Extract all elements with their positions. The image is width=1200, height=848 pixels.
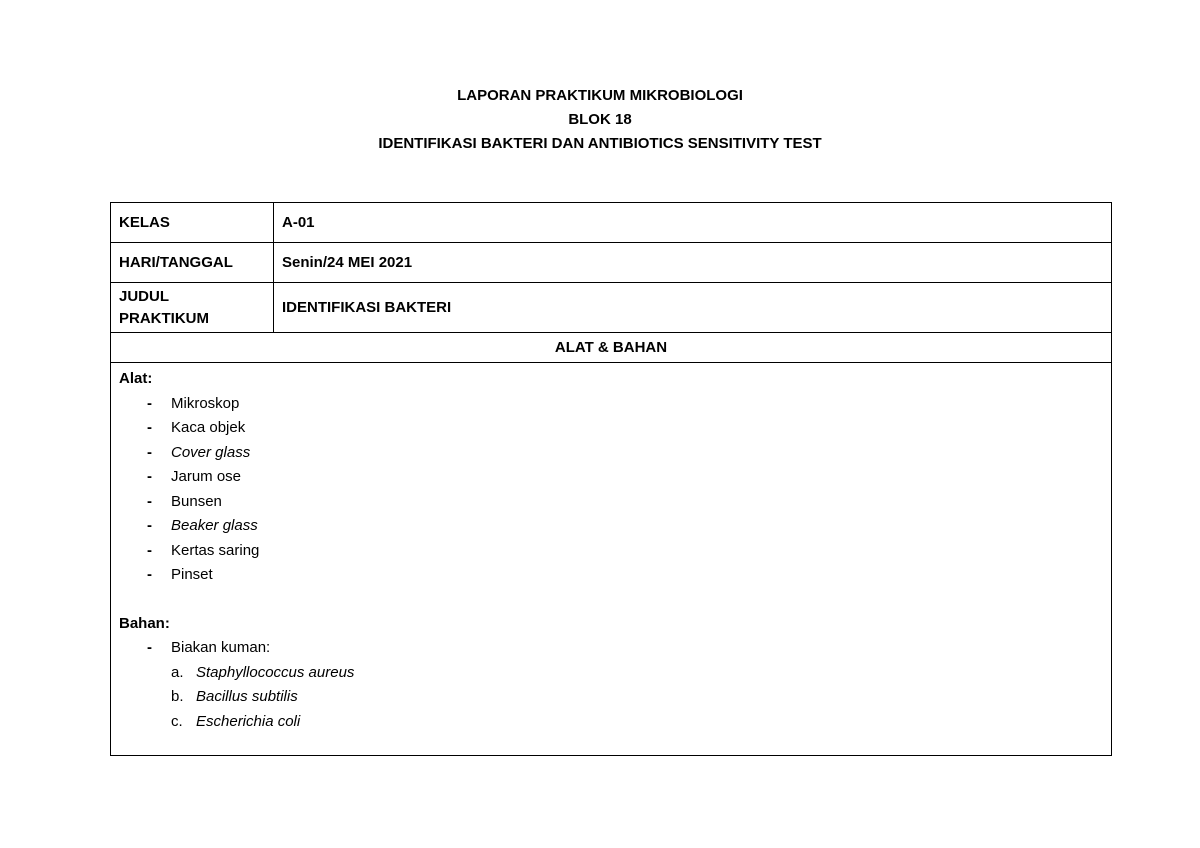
bacteria-list — [119, 661, 1103, 735]
judul-label-line2: PRAKTIKUM — [119, 309, 209, 327]
bahan-item: Biakan kuman: — [171, 639, 271, 656]
dash-bullet: - — [147, 566, 152, 583]
alat-heading: Alat: — [119, 370, 153, 387]
dash-bullet: - — [147, 419, 152, 436]
list-item — [119, 710, 1103, 735]
list-item — [119, 685, 1103, 710]
dash-bullet: - — [147, 639, 152, 656]
list-item — [119, 539, 1103, 564]
list-marker: b. — [171, 688, 184, 705]
bacteria-name: Escherichia coli — [196, 712, 301, 730]
row-hari-tanggal — [111, 243, 1112, 283]
list-item — [119, 490, 1103, 515]
list-item — [119, 514, 1103, 539]
alat-list — [119, 392, 1103, 588]
alat-bahan-content — [111, 363, 1112, 756]
report-title: LAPORAN PRAKTIKUM MIKROBIOLOGI — [457, 87, 743, 104]
list-item — [119, 636, 1103, 661]
report-header — [0, 84, 1200, 156]
list-marker: a. — [171, 663, 184, 681]
dash-bullet: - — [147, 468, 152, 485]
section-title: ALAT & BAHAN — [111, 333, 1112, 363]
dash-bullet: - — [147, 394, 152, 412]
list-item — [119, 465, 1103, 490]
kelas-value: A-01 — [274, 203, 1112, 243]
list-item — [119, 441, 1103, 466]
hari-tanggal-value: Senin/24 MEI 2021 — [274, 243, 1112, 283]
report-table — [110, 202, 1112, 756]
list-item — [119, 416, 1103, 441]
alat-item: Mikroskop — [171, 394, 240, 412]
report-block: BLOK 18 — [568, 111, 632, 128]
judul-praktikum-label — [111, 283, 274, 333]
bahan-heading: Bahan: — [119, 614, 170, 632]
list-item — [119, 392, 1103, 417]
list-item — [119, 661, 1103, 686]
judul-praktikum-value: IDENTIFIKASI BAKTERI — [274, 283, 1112, 333]
kelas-label: KELAS — [111, 203, 274, 243]
spacer — [119, 588, 1103, 612]
dash-bullet: - — [147, 541, 152, 559]
row-content — [111, 363, 1112, 756]
dash-bullet: - — [147, 492, 152, 510]
alat-item: Kertas saring — [171, 541, 260, 559]
judul-label-line1: JUDUL — [119, 287, 170, 305]
report-subtitle: IDENTIFIKASI BAKTERI DAN ANTIBIOTICS SENSITIVITY TEST — [378, 135, 822, 152]
row-kelas — [111, 203, 1112, 243]
dash-bullet: - — [147, 517, 152, 534]
row-section-header — [111, 333, 1112, 363]
alat-item: Pinset — [171, 566, 213, 583]
hari-tanggal-label: HARI/TANGGAL — [111, 243, 274, 283]
bahan-list — [119, 636, 1103, 661]
list-item — [119, 563, 1103, 588]
bacteria-name: Bacillus subtilis — [196, 688, 298, 705]
row-judul-praktikum — [111, 283, 1112, 333]
dash-bullet: - — [147, 443, 152, 461]
list-marker: c. — [171, 712, 183, 730]
alat-item: Kaca objek — [171, 419, 246, 436]
alat-item: Bunsen — [171, 492, 222, 510]
alat-item: Beaker glass — [171, 517, 258, 534]
bacteria-name: Staphyllococcus aureus — [196, 663, 355, 681]
alat-item: Cover glass — [171, 443, 251, 461]
alat-item: Jarum ose — [171, 468, 242, 485]
